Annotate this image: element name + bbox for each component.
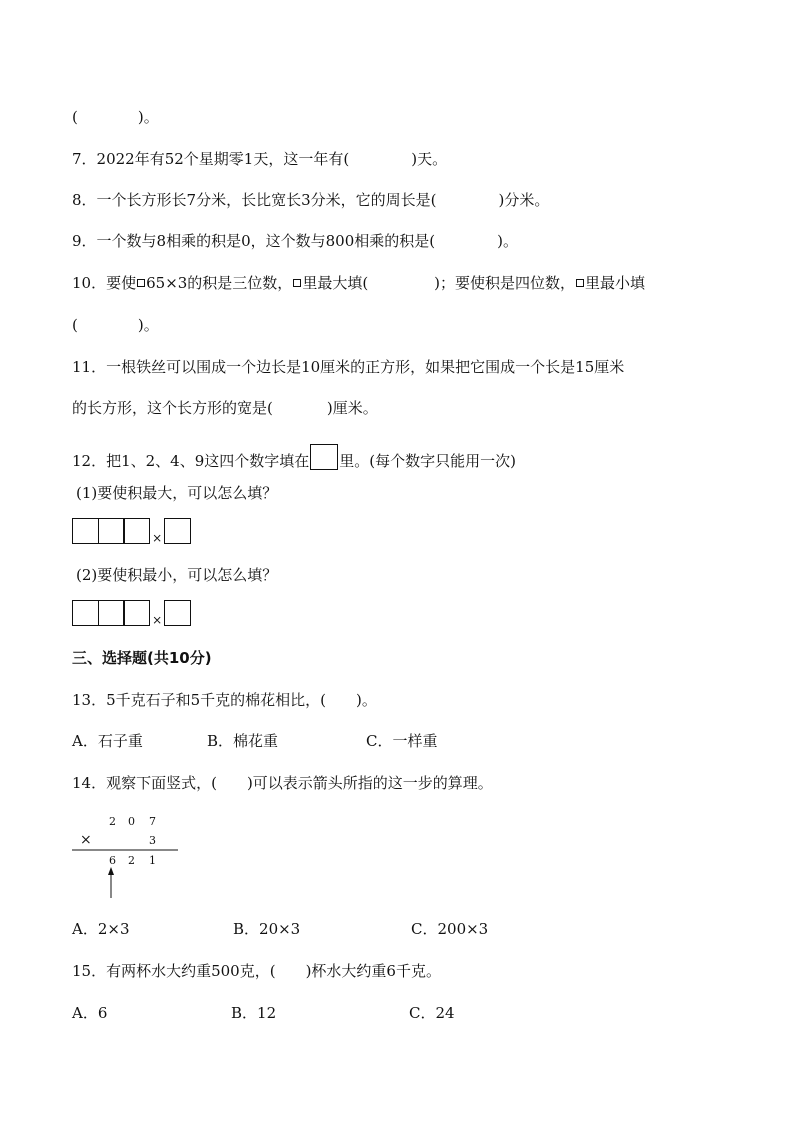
- q14-option-c[interactable]: C．200×3: [411, 920, 489, 938]
- q15-option-a[interactable]: A．6: [72, 1004, 108, 1022]
- question-14: [72, 773, 493, 793]
- q11-line-1: [72, 357, 624, 377]
- question-8: [72, 190, 549, 210]
- q8-text-a: 一个长方形长7分米，长比宽长3分米，它的周长是(: [96, 191, 437, 209]
- digit-box[interactable]: [72, 600, 99, 626]
- times-sign: ×: [152, 613, 163, 627]
- q12-answer-boxes-min: [72, 600, 190, 626]
- result-digit: 1: [149, 854, 156, 867]
- q10-text-a: 要使: [106, 274, 137, 292]
- q9-number: 9．: [72, 232, 97, 250]
- question-15: [72, 961, 441, 981]
- question-13: [72, 690, 377, 710]
- digit-box[interactable]: [72, 518, 99, 544]
- vertical-multiplication: [72, 812, 192, 902]
- fill-box-icon: [310, 444, 338, 470]
- q9-text-a: 一个数与8相乘的积是0，这个数与800相乘的积是(: [96, 232, 436, 250]
- q14-option-a[interactable]: A．2×3: [72, 920, 130, 938]
- question-9: [72, 231, 518, 251]
- question-7: [72, 149, 447, 169]
- q14-number: 14．: [72, 774, 107, 792]
- q11-number: 11．: [72, 358, 107, 376]
- digit-box[interactable]: [123, 518, 150, 544]
- digit-box[interactable]: [164, 600, 191, 626]
- digit-box[interactable]: [123, 600, 150, 626]
- top-digit: 2: [109, 815, 116, 828]
- q12-sub-1: (1)要使积最大，可以怎么填？: [76, 484, 278, 502]
- q13-text: 5千克石子和5千克的棉花相比，( )。: [106, 691, 377, 709]
- digit-box[interactable]: [164, 518, 191, 544]
- question-12: [72, 444, 516, 471]
- placeholder-box-icon: [293, 279, 301, 287]
- q10-text-c: 里最大填(: [302, 274, 369, 292]
- q7-text-a: 2022年有52个星期零1天，这一年有(: [96, 150, 350, 168]
- multiplier-digit: 3: [149, 834, 156, 847]
- q13-option-c[interactable]: C．一样重: [366, 732, 438, 750]
- q10-number: 10．: [72, 274, 107, 292]
- q13-option-a[interactable]: A．石子重: [72, 732, 143, 750]
- q12-sub-2: (2)要使积最小，可以怎么填？: [76, 566, 278, 584]
- times-sign: ×: [152, 531, 163, 545]
- q11-text-line1: 一根铁丝可以围成一个边长是10厘米的正方形，如果把它围成一个长是15厘米: [106, 358, 625, 376]
- q11-text-a: 的长方形，这个长方形的宽是(: [72, 399, 273, 417]
- q15-number: 15．: [72, 962, 107, 980]
- multiply-sign: ×: [80, 832, 92, 848]
- section-3-heading: 三、选择题(共10分): [72, 649, 212, 667]
- q11-line-2: [72, 398, 378, 418]
- q11-text-b: )厘米。: [326, 399, 378, 417]
- question-10: [72, 273, 645, 293]
- digit-box[interactable]: [98, 518, 125, 544]
- q7-number: 7．: [72, 150, 97, 168]
- placeholder-box-icon: [576, 279, 584, 287]
- q14-text: 观察下面竖式，( )可以表示箭头所指的这一步的算理。: [106, 774, 493, 792]
- q15-option-b[interactable]: B．12: [231, 1004, 277, 1022]
- q14-option-b[interactable]: B．20×3: [233, 920, 301, 938]
- q7-text-b: )天。: [411, 150, 448, 168]
- top-digit: 7: [149, 815, 156, 828]
- q8-number: 8．: [72, 191, 97, 209]
- placeholder-box-icon: [137, 279, 145, 287]
- q10-text-e: 里最小填: [585, 274, 646, 292]
- q15-text: 有两杯水大约重500克，( )杯水大约重6千克。: [106, 962, 441, 980]
- q10-text-d: )；要使积是四位数，: [434, 274, 576, 292]
- q9-text-b: )。: [497, 232, 518, 250]
- q6-answer-line: ( )。: [72, 108, 159, 126]
- q13-number: 13．: [72, 691, 107, 709]
- q13-option-b[interactable]: B．棉花重: [207, 732, 279, 750]
- q12-text-b: 里。(每个数字只能用一次): [339, 452, 516, 470]
- result-digit: 6: [109, 854, 116, 867]
- q12-number: 12．: [72, 452, 107, 470]
- q15-option-c[interactable]: C．24: [409, 1004, 455, 1022]
- digit-box[interactable]: [98, 600, 125, 626]
- top-digit: 0: [128, 815, 135, 828]
- result-digit: 2: [128, 854, 135, 867]
- q10-text-b: 65×3的积是三位数，: [146, 274, 293, 292]
- q10-answer-line-2: ( )。: [72, 316, 159, 334]
- q12-answer-boxes-max: [72, 518, 190, 544]
- q8-text-b: )分米。: [498, 191, 550, 209]
- q12-text-a: 把1、2、4、9这四个数字填在: [106, 452, 310, 470]
